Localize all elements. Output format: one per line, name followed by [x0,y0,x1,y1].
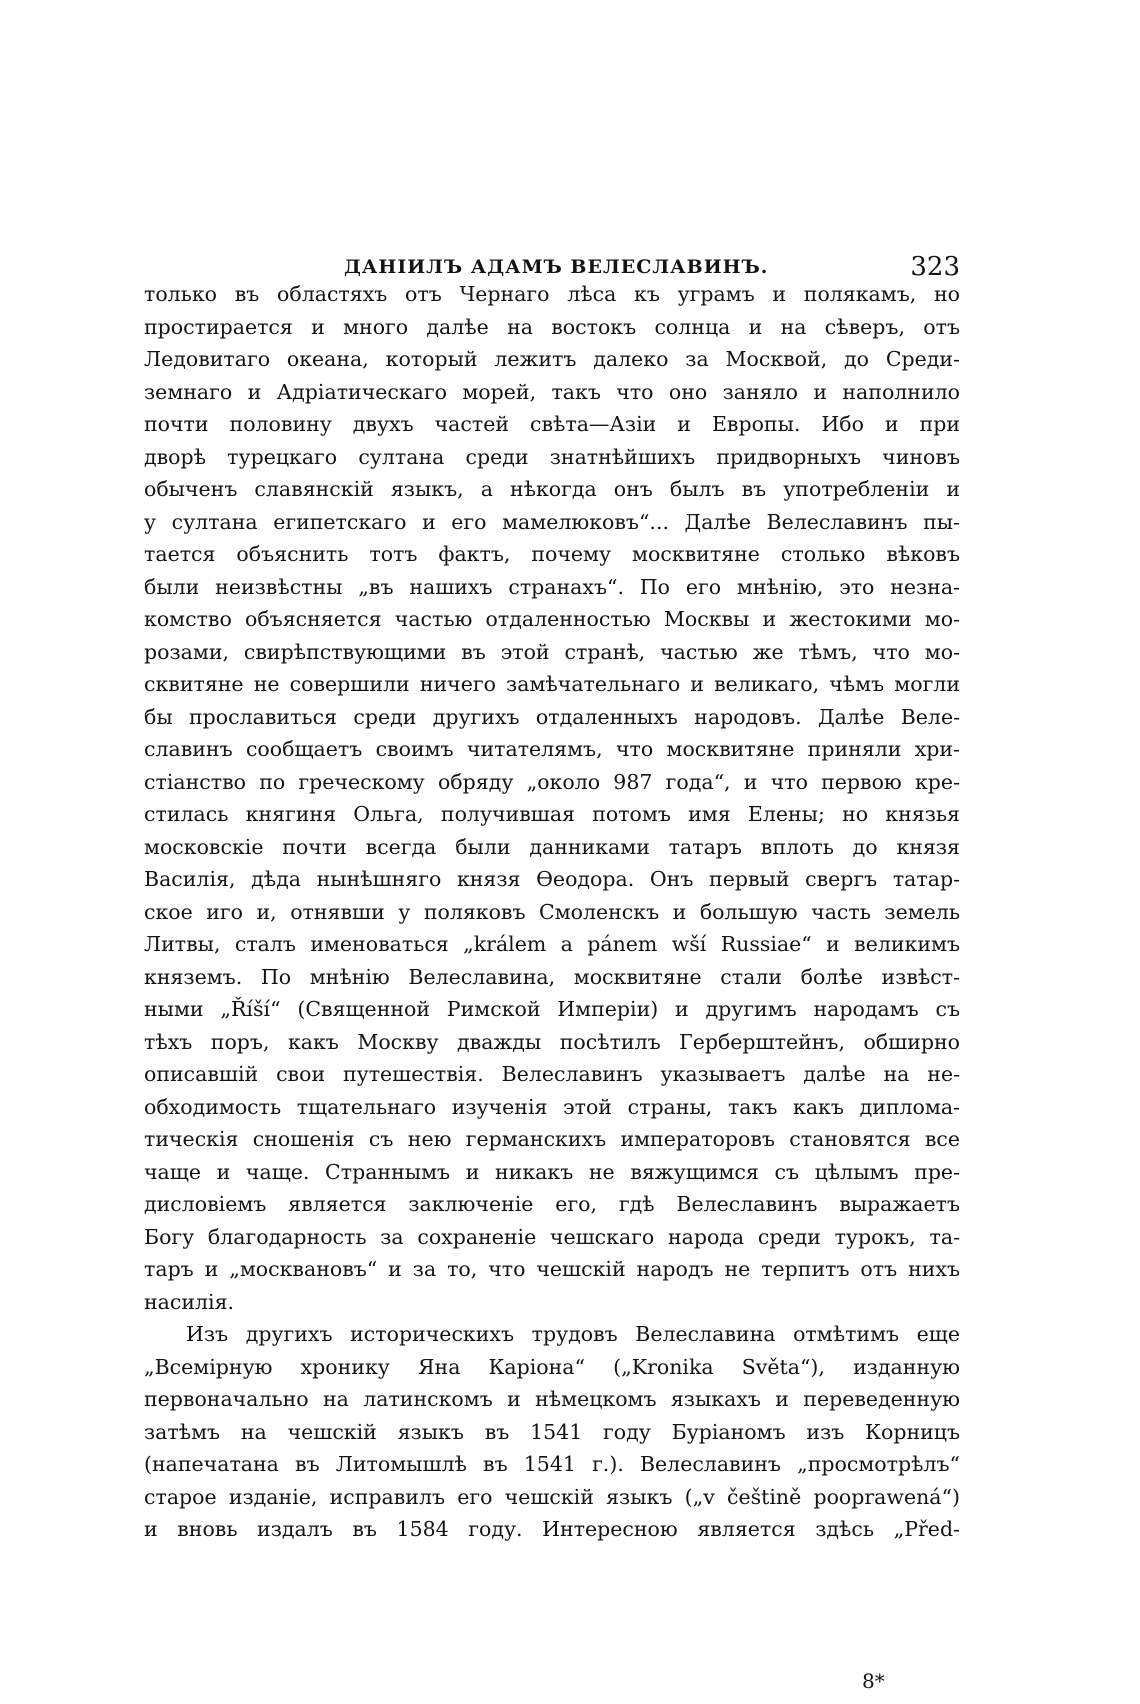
running-title: ДАНІИЛЪ АДАМЪ ВЕЛЕСЛАВИНЪ. [344,256,769,278]
text-line: стіанство по греческому обряду „около 987 года“, и что первою кре- [144,769,960,794]
text-line: дисловіемъ является заключеніе его, гдѣ Велеславинъ выражаетъ [144,1192,960,1216]
text-line: московскіе почти всегда были данниками татаръ вплоть до князя [144,834,960,859]
paragraph-end-line: насилія. [144,1289,235,1314]
text-line: княземъ. По мнѣнію Велеславина, москвитяне стали болѣе извѣст- [144,964,960,989]
text-line: тѣхъ поръ, какъ Москву дважды посѣтилъ Герберштейнъ, обширно [144,1029,960,1054]
text-line: розами, свирѣпствующими въ этой странѣ, частью же тѣмъ, что мо- [144,639,960,664]
text-line: тическія сношенія съ нею германскихъ императоровъ становятся все [144,1127,960,1151]
text-line: ское иго и, отнявши у поляковъ Смоленскъ и большую часть земель [144,899,960,924]
text-line: сквитяне не совершили ничего замѣчательнаго и великаго, чѣмъ могли [144,672,960,696]
text-line: стилась княгиня Ольга, получившая потомъ имя Елены; но князья [144,802,960,826]
page-number: 323 [910,252,960,282]
signature-mark: 8* [862,1669,885,1693]
text-line: дворѣ турецкаго султана среди знатнѣйшихъ придворныхъ чиновъ [144,444,960,469]
text-line: ными „Říší“ (Священной Римской Имперіи) и другимъ народамъ съ [144,997,960,1021]
text-line: таръ и „москвановъ“ и за то, что чешскій народъ не терпитъ отъ нихъ [144,1257,960,1281]
text-line: были неизвѣстны „въ нашихъ странахъ“. По его мнѣнію, это незна- [144,574,960,599]
paragraph-start-line: Изъ другихъ историческихъ трудовъ Велеславина отмѣтимъ еще [186,1322,960,1346]
text-line: „Всемірную хронику Яна Каріона“ („Kronika Světa“), изданную [144,1354,960,1379]
text-line: почти половину двухъ частей свѣта—Азіи и Европы. Ибо и при [144,412,960,436]
text-line: бы прославиться среди другихъ отдаленныхъ народовъ. Далѣе Веле- [144,704,960,729]
text-line: описавшій свои путешествія. Велеславинъ указываетъ далѣе на не- [144,1062,960,1086]
text-line: чаще и чаще. Страннымъ и никакъ не вяжущимся съ цѣлымъ пре- [144,1159,960,1184]
text-line: старое изданіе, исправилъ его чешскій языкъ („v češtině pooprawená“) [144,1484,960,1509]
text-line: и вновь издалъ въ 1584 году. Интересною является здѣсь „Před- [144,1517,960,1541]
text-line: у султана египетскаго и его мамелюковъ“... Далѣе Велеславинъ пы- [144,509,960,534]
text-line: обыченъ славянскій языкъ, а нѣкогда онъ былъ въ употребленіи и [144,477,960,501]
text-line: Ледовитаго океана, который лежитъ далеко за Москвой, до Среди- [144,347,960,371]
text-line: славинъ сообщаетъ своимъ читателямъ, что москвитяне приняли хри- [144,737,960,761]
body-text [144,278,960,1546]
text-line: комство объясняется частью отдаленностью Москвы и жестокими мо- [144,607,960,631]
text-line: Литвы, сталъ именоваться „králem a pánem wší Russiae“ и великимъ [144,932,960,956]
text-line: простирается и много далѣе на востокъ солнца и на сѣверъ, отъ [144,314,960,339]
text-line: обходимость тщательнаго изученія этой страны, такъ какъ диплома- [144,1094,960,1119]
text-line: Богу благодарность за сохраненіе чешскаго народа среди турокъ, та- [144,1224,960,1249]
text-line: (напечатана въ Литомышлѣ въ 1541 г.). Велеславинъ „просмотрѣлъ“ [144,1452,960,1476]
text-line: затѣмъ на чешскій языкъ въ 1541 году Буріаномъ изъ Корницъ [144,1419,960,1444]
text-line: только въ областяхъ отъ Чернаго лѣса къ уграмъ и полякамъ, но [144,282,960,306]
text-line: земнаго и Адріатическаго морей, такъ что оно заняло и наполнило [144,379,960,404]
text-line: тается объяснить тотъ фактъ, почему москвитяне столько вѣковъ [144,542,960,566]
text-line: первоначально на латинскомъ и нѣмецкомъ языкахъ и переведенную [144,1387,960,1411]
text-line: Василія, дѣда нынѣшняго князя Өеодора. Онъ первый свергъ татар- [144,867,960,891]
